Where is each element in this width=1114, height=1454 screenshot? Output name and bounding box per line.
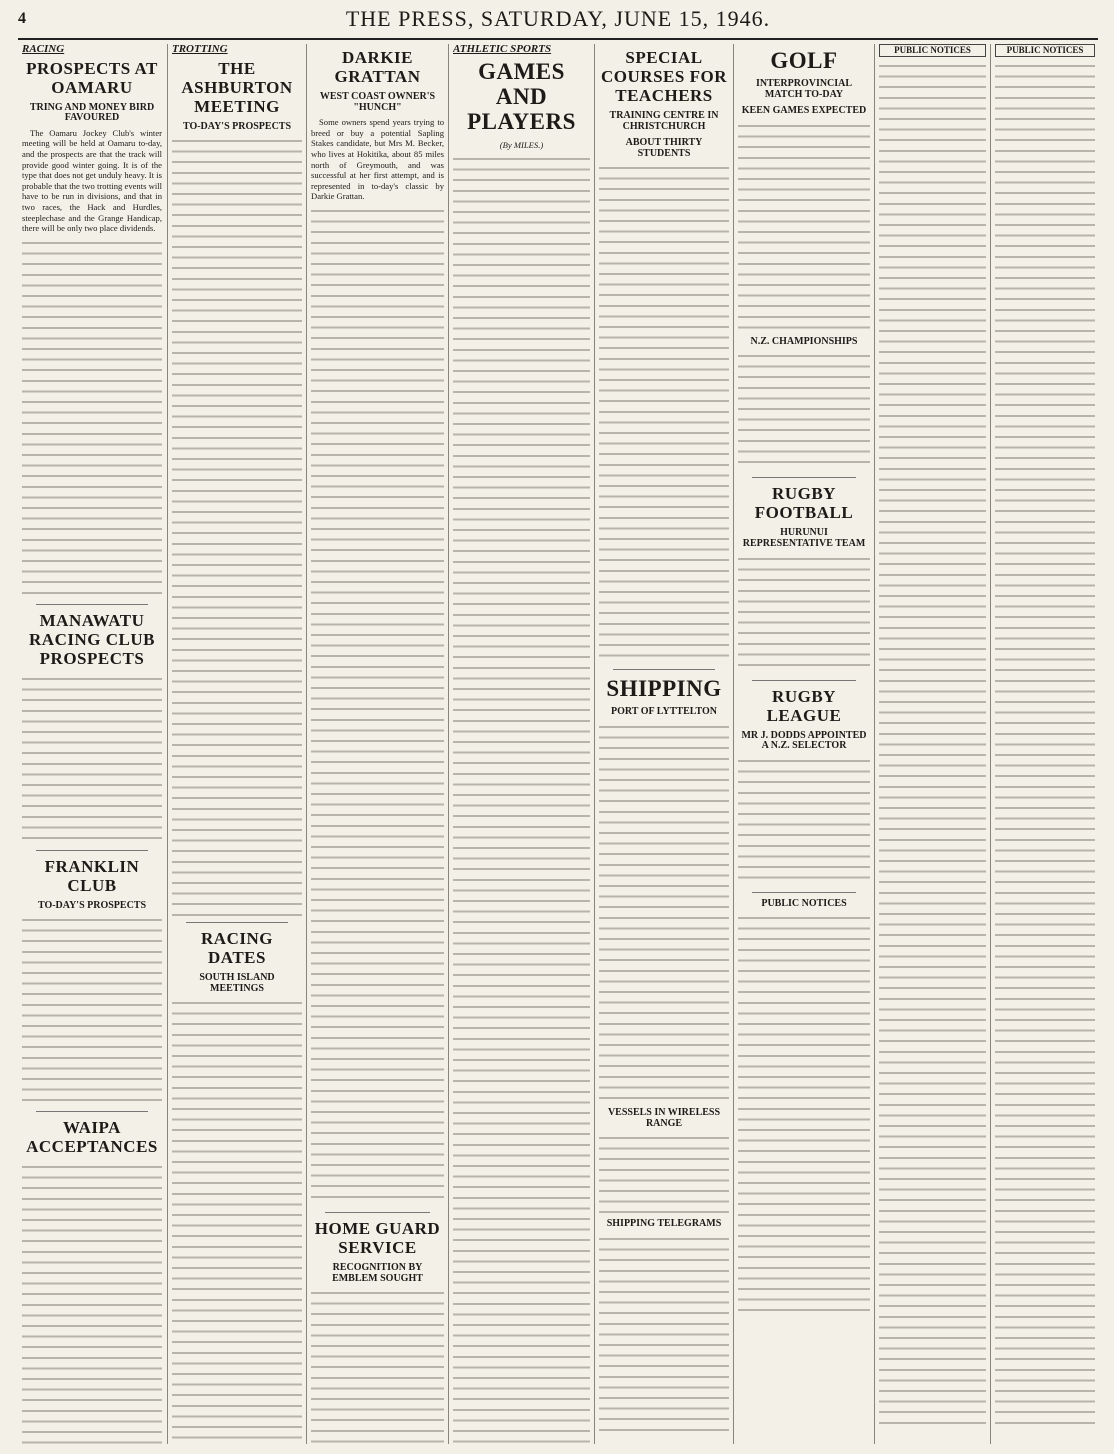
article-body-text <box>738 121 870 331</box>
headline-manawatu: MANAWATU RACING CLUB PROSPECTS <box>29 610 155 668</box>
subheadline: SHIPPING TELEGRAMS <box>606 1218 722 1230</box>
notices-header: PUBLIC NOTICES <box>879 44 986 57</box>
notices-text <box>995 61 1095 1431</box>
subheadline: SOUTH ISLAND MEETINGS <box>199 972 275 994</box>
section-kicker: TROTTING <box>172 44 228 55</box>
column-darkie-grattan <box>311 44 444 1444</box>
column-rule <box>167 44 168 1444</box>
column-rule <box>733 44 734 1444</box>
subheadline: WEST COAST OWNER'S "HUNCH" <box>319 91 436 113</box>
column-rule <box>448 44 449 1444</box>
headline-racing-dates: RACING DATES <box>201 929 273 968</box>
column-rule <box>306 44 307 1444</box>
divider <box>186 922 288 923</box>
column-rule <box>990 44 991 1444</box>
notices-header: PUBLIC NOTICES <box>995 44 1095 57</box>
divider <box>36 604 148 605</box>
notices-text <box>738 913 870 1313</box>
article-body-text <box>22 915 162 1105</box>
article-body-text <box>738 756 870 886</box>
article-body-text <box>311 206 444 1206</box>
column-trotting <box>172 44 302 1444</box>
column-public-notices <box>879 44 986 1444</box>
headline-home-guard: HOME GUARD SERVICE <box>314 1218 441 1257</box>
headline-shipping: SHIPPING <box>606 676 722 702</box>
masthead <box>18 6 1098 40</box>
divider <box>613 669 715 670</box>
headline-golf: GOLF <box>770 48 838 73</box>
column-golf-football <box>738 44 870 1444</box>
column-athletic-sports <box>453 44 590 1444</box>
subheadline: ABOUT THIRTY STUDENTS <box>625 137 703 159</box>
divider <box>752 477 856 478</box>
subheadline: PORT OF LYTTELTON <box>611 706 717 718</box>
headline-prospects-oamaru: PROSPECTS AT OAMARU <box>26 58 158 97</box>
shipping-listing-text <box>599 722 729 1102</box>
section-kicker: RACING <box>22 44 65 55</box>
headline-ashburton: THE ASHBURTON MEETING <box>181 58 293 116</box>
divider <box>36 850 148 851</box>
divider <box>325 1212 430 1213</box>
shipping-listing-text <box>599 1133 729 1213</box>
article-paragraph: Some owners spend years trying to breed or buy a potential Sapling Stakes candidate, but Mrs M. Becker, who lives at Hokitika, about 85 miles north of Greymouth, and was successful at her first attempt, and is represented in to-day's classic by Darkie Grattan. <box>311 117 444 202</box>
headline-waipa: WAIPA ACCEPTANCES <box>26 1118 158 1157</box>
headline-rugby-league: RUGBY LEAGUE <box>766 686 842 725</box>
headline-darkie-grattan: DARKIE GRATTAN <box>334 48 421 86</box>
divider <box>752 680 856 681</box>
byline: (By MILES.) <box>499 139 544 150</box>
column-racing <box>22 44 162 1444</box>
subheadline: MR J. DODDS APPOINTED A N.Z. SELECTOR <box>741 729 867 752</box>
masthead-title: THE PRESS, SATURDAY, JUNE 15, 1946. <box>345 6 771 31</box>
divider <box>36 1111 148 1112</box>
article-body-text <box>172 998 302 1444</box>
headline-rugby-football: RUGBY FOOTBALL <box>754 484 854 523</box>
headline-franklin: FRANKLIN CLUB <box>44 856 140 895</box>
subheadline: N.Z. CHAMPIONSHIPS <box>750 335 858 347</box>
masthead-rule <box>18 38 1098 40</box>
headline-games-players: GAMES AND PLAYERS <box>467 58 576 134</box>
article-body-text <box>172 136 302 916</box>
subheadline: VESSELS IN WIRELESS RANGE <box>607 1106 721 1129</box>
column-rule <box>594 44 595 1444</box>
divider <box>752 892 856 893</box>
article-body-text <box>738 351 870 471</box>
article-body-text <box>311 1288 444 1444</box>
article-body-text <box>22 674 162 844</box>
subheadline: TRING AND MONEY BIRD FAVOURED <box>29 101 155 124</box>
subheadline: TRAINING CENTRE IN CHRISTCHURCH <box>609 110 719 132</box>
column-rule <box>874 44 875 1444</box>
subheadline: KEEN GAMES EXPECTED <box>741 105 867 117</box>
column-public-notices <box>995 44 1095 1444</box>
article-body-text <box>22 238 162 598</box>
notices-text <box>879 61 986 1431</box>
shipping-listing-text <box>599 1234 729 1434</box>
article-body-text <box>22 1162 162 1444</box>
subheadline: PUBLIC NOTICES <box>761 897 847 909</box>
subheadline: RECOGNITION BY EMBLEM SOUGHT <box>332 1261 423 1284</box>
page-number: 4 <box>18 10 26 27</box>
subheadline: TO-DAY'S PROSPECTS <box>37 899 147 911</box>
headline-special-courses: SPECIAL COURSES FOR TEACHERS <box>601 48 727 105</box>
subheadline: HURUNUI REPRESENTATIVE TEAM <box>742 527 866 549</box>
article-body-text <box>453 154 590 1444</box>
article-body-text <box>738 554 870 674</box>
column-teachers-shipping <box>599 44 729 1444</box>
subheadline: INTERPROVINCIAL MATCH TO-DAY <box>755 78 853 100</box>
subheadline: TO-DAY'S PROSPECTS <box>182 120 292 132</box>
article-paragraph: The Oamaru Jockey Club's winter meeting will be held at Oamaru to-day, and the prospects are that the track will provide good winter going. It is of the type that does not get unduly heavy. It is probable that the two trotting events will have to be run in divisions, and that in two races, the Hack and Hurdles, steeplechase and the Grange Handicap, there will be only two place dividends. <box>22 127 162 234</box>
section-kicker: ATHLETIC SPORTS <box>453 44 552 55</box>
article-body-text <box>599 163 729 663</box>
